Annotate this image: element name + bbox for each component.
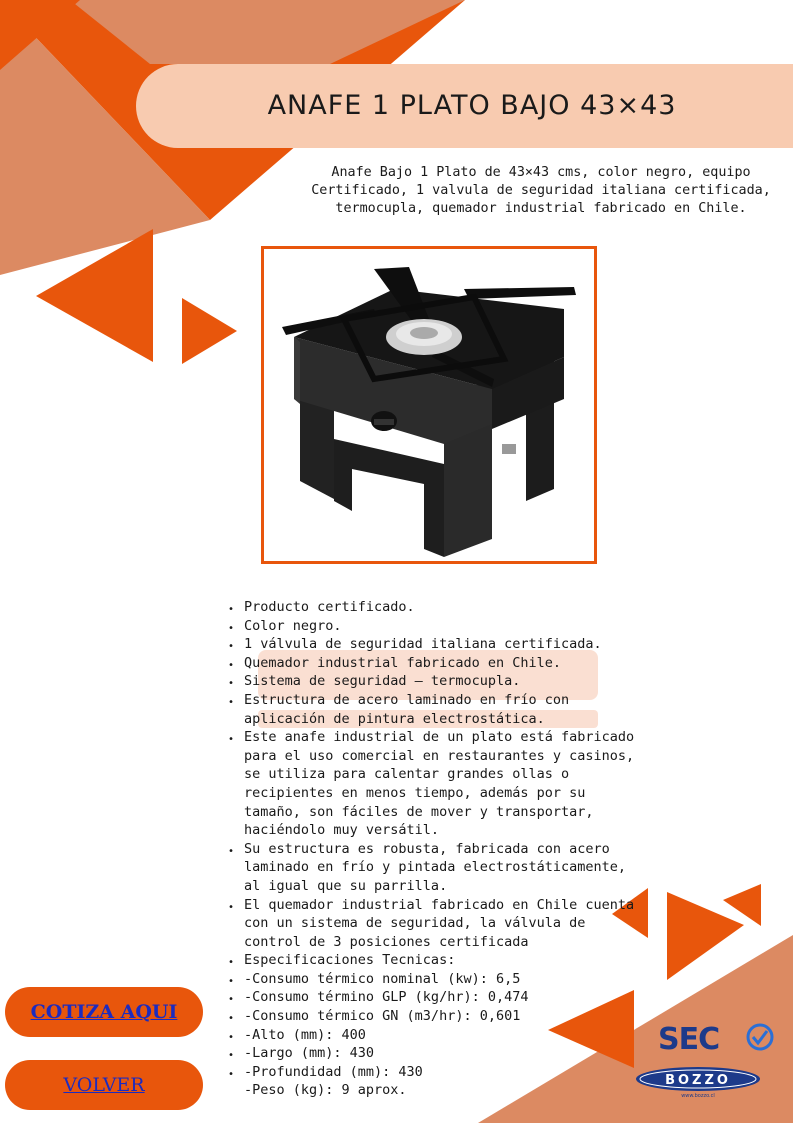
back-button-label: VOLVER	[63, 1074, 145, 1096]
product-description: Anafe Bajo 1 Plato de 43×43 cms, color negro, equipo Certificado, 1 valvula de seguridad italiana certificada, termocupla, quemador industrial fabricado en Chile.	[311, 165, 771, 216]
bozzo-url: www.bozzo.cl	[681, 1093, 715, 1099]
list-item: • Producto certificado.	[228, 598, 646, 617]
stove-illustration	[264, 249, 594, 561]
list-item: • -Consumo térmico GN (m3/hr): 0,601	[228, 1007, 646, 1026]
list-item: • 1 válvula de seguridad italiana certificada.	[228, 635, 646, 654]
list-item: • Sistema de seguridad – termocupla.	[228, 672, 646, 691]
list-item: -Peso (kg): 9 aprox.	[244, 1082, 407, 1099]
list-item: • -Largo (mm): 430	[228, 1044, 646, 1063]
list-item: • -Consumo térmico nominal (kw): 6,5	[228, 970, 646, 989]
quote-button-label: COTIZA AQUI	[30, 1001, 178, 1023]
list-item: • Este anafe industrial de un plato está fabricado para el uso comercial en restaurantes y casinos, se utiliza para calentar grandes ollas o recipientes en menos tiempo, además por su tamaño, son fáciles de mover y transportar, haciéndolo muy versátil.	[228, 728, 646, 840]
bozzo-logo	[634, 1066, 762, 1100]
quote-button[interactable]	[5, 987, 203, 1037]
list-item: • Color negro.	[228, 617, 646, 636]
product-image	[261, 246, 597, 564]
list-item: • El quemador industrial fabricado en Chile cuenta con un sistema de seguridad, la válvula de control de 3 posiciones certificada	[228, 896, 646, 952]
list-item: • Especificaciones Tecnicas:	[228, 951, 646, 970]
sec-logo-text: SEC	[658, 1022, 720, 1057]
list-item: • -Consumo término GLP (kg/hr): 0,474	[228, 988, 646, 1007]
list-item: • -Profundidad (mm): 430	[228, 1063, 646, 1082]
page-title: ANAFE 1 PLATO BAJO 43×43	[267, 90, 677, 121]
list-item: • Estructura de acero laminado en frío con aplicación de pintura electrostática.	[228, 691, 646, 728]
list-item: • Su estructura es robusta, fabricada con acero laminado en frío y pintada electrostáticamente, al igual que su parrilla.	[228, 840, 646, 896]
feature-list	[228, 598, 646, 1100]
bozzo-logo-text: BOZZO	[665, 1073, 731, 1088]
list-item: • Quemador industrial fabricado en Chile.	[228, 654, 646, 673]
sec-logo	[656, 1018, 776, 1058]
list-item: • -Alto (mm): 400	[228, 1026, 646, 1045]
back-button[interactable]	[5, 1060, 203, 1110]
